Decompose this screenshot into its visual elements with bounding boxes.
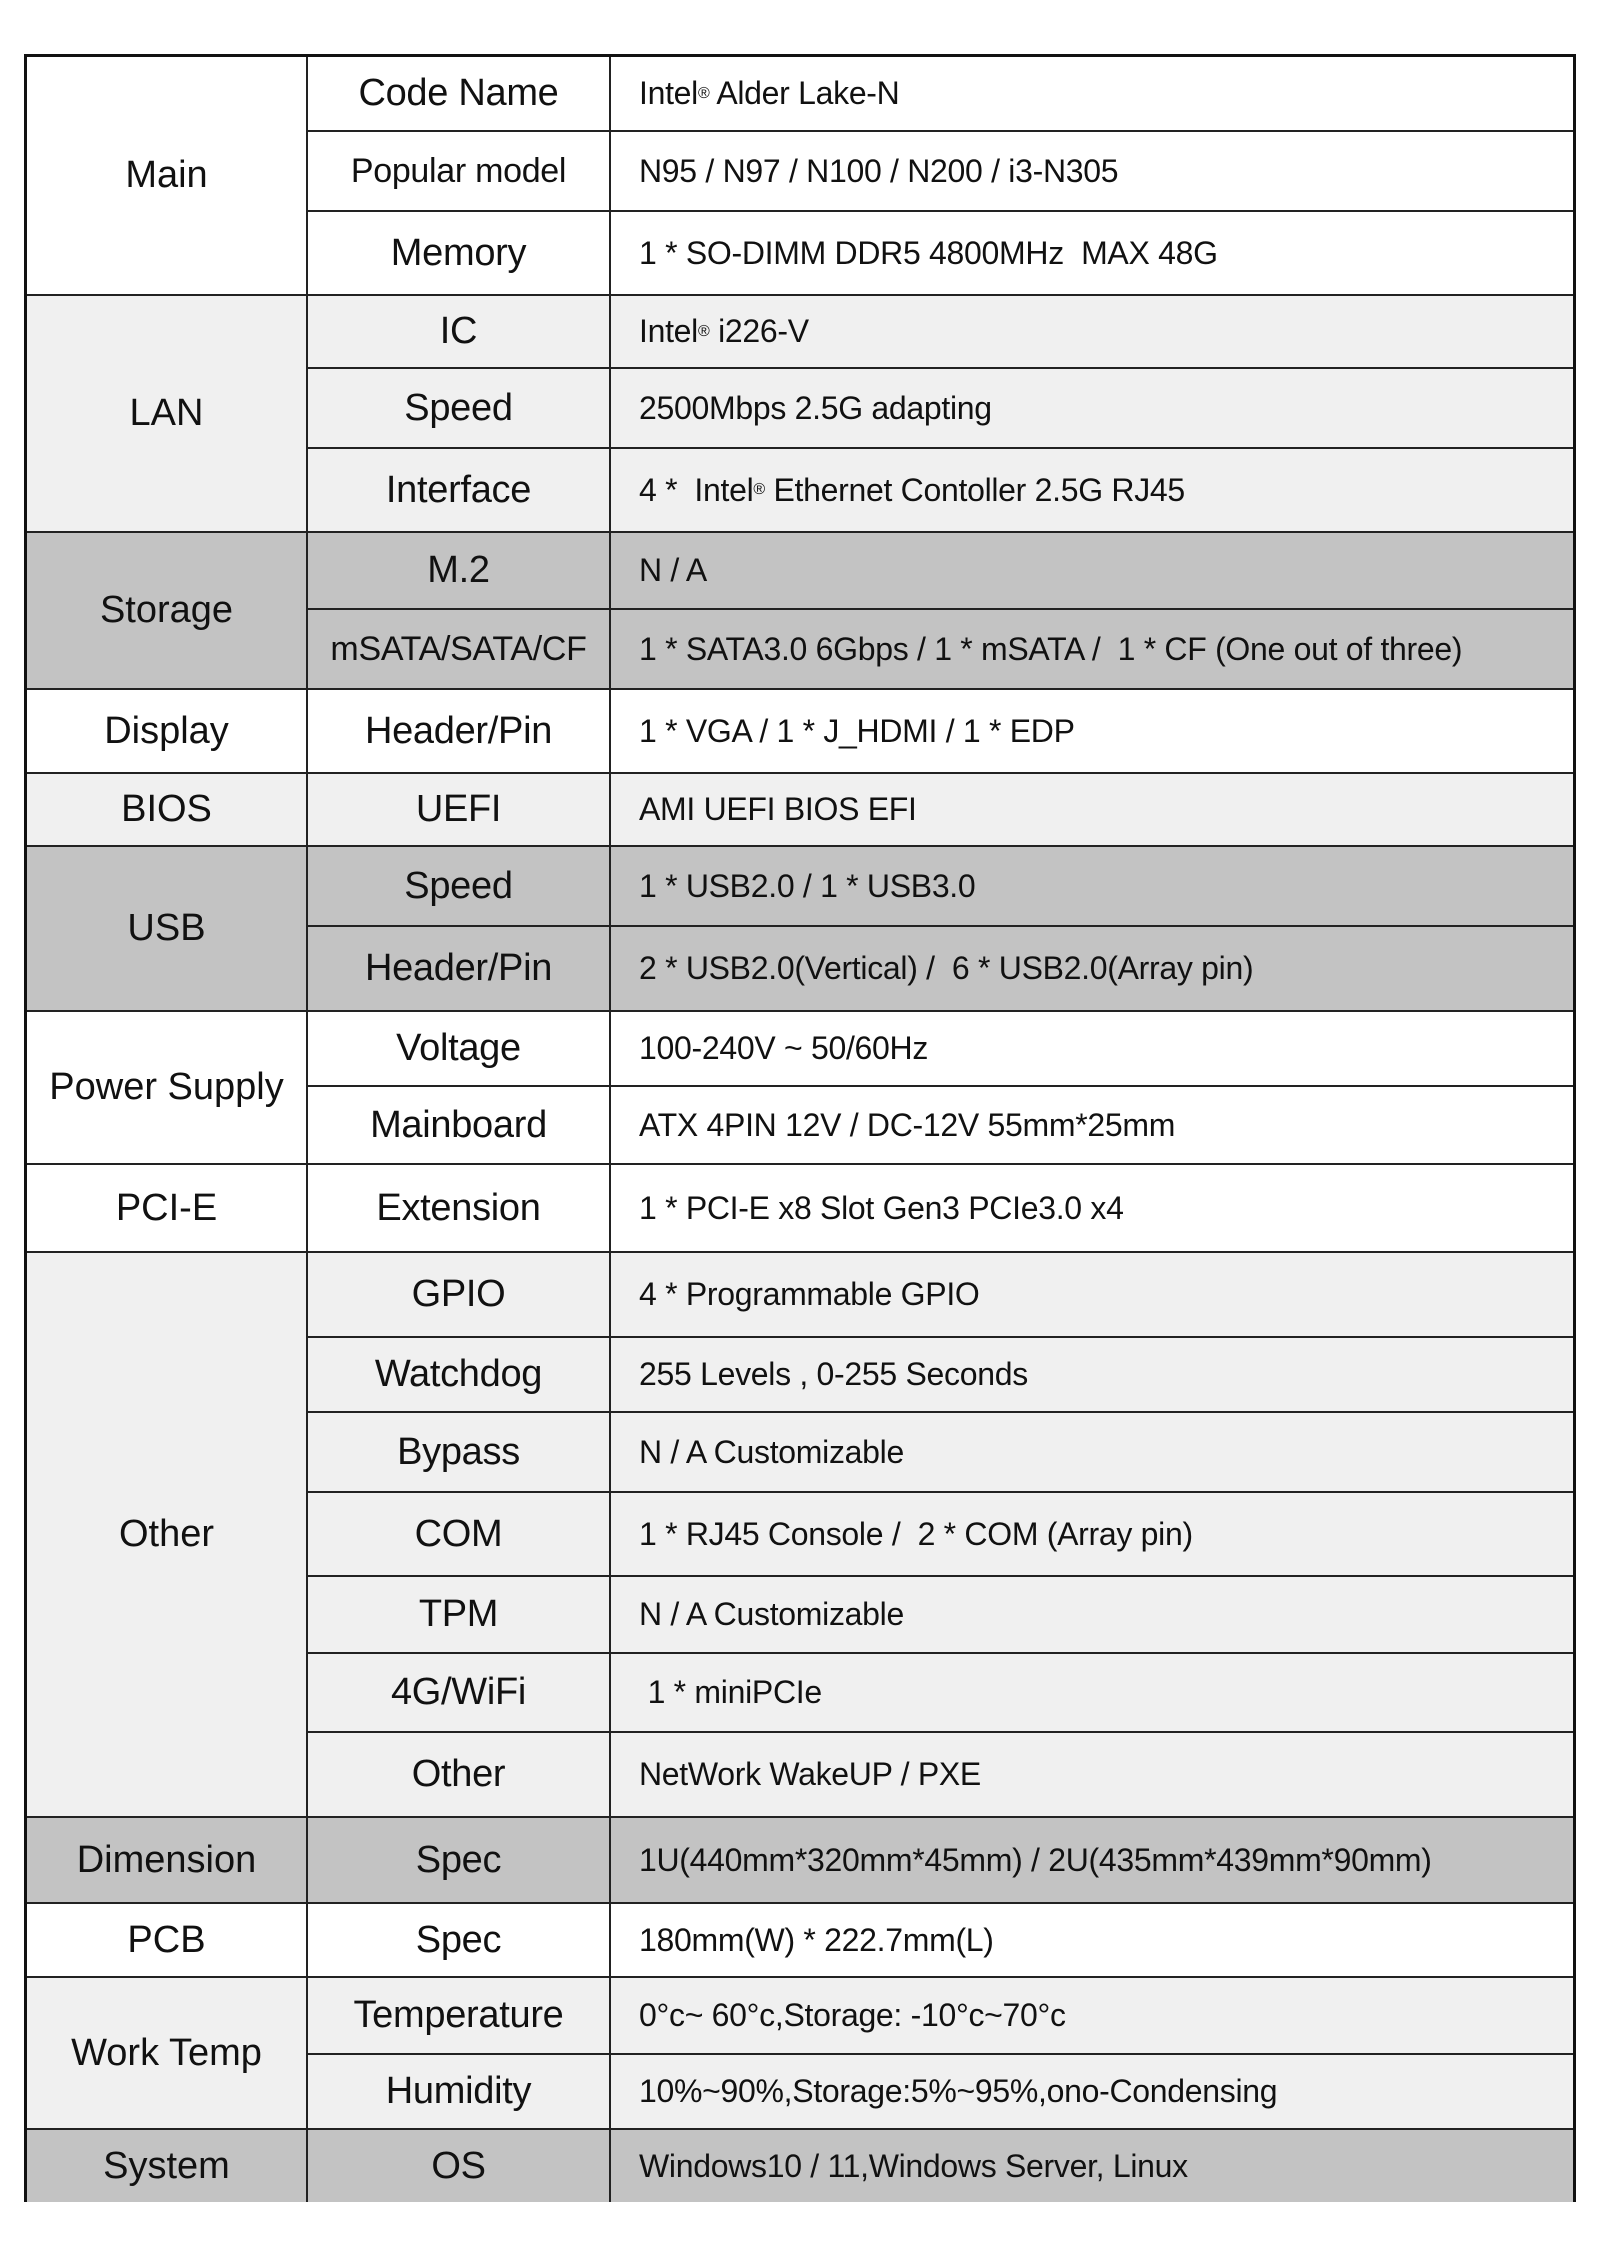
spec-value: AMI UEFI BIOS EFI bbox=[611, 774, 1573, 847]
spec-label: Header/Pin bbox=[308, 690, 611, 774]
spec-value: N / A bbox=[611, 533, 1573, 610]
spec-label: Spec bbox=[308, 1818, 611, 1904]
spec-label: Watchdog bbox=[308, 1338, 611, 1413]
group-storage: Storage bbox=[27, 533, 308, 690]
spec-table bbox=[24, 54, 1576, 2202]
spec-value: NetWork WakeUP / PXE bbox=[611, 1733, 1573, 1818]
group-power-supply: Power Supply bbox=[27, 1012, 308, 1165]
group-usb: USB bbox=[27, 847, 308, 1012]
spec-label: Spec bbox=[308, 1904, 611, 1978]
spec-label: Header/Pin bbox=[308, 927, 611, 1012]
spec-value: 1 * USB2.0 / 1 * USB3.0 bbox=[611, 847, 1573, 927]
spec-value: 4 * Intel ® Ethernet Contoller 2.5G RJ45 bbox=[611, 449, 1573, 533]
spec-value: N95 / N97 / N100 / N200 / i3-N305 bbox=[611, 132, 1573, 212]
spec-label: IC bbox=[308, 296, 611, 369]
spec-value: Intel ® i226-V bbox=[611, 296, 1573, 369]
spec-label: OS bbox=[308, 2130, 611, 2202]
spec-label: Voltage bbox=[308, 1012, 611, 1087]
spec-value: 100-240V ~ 50/60Hz bbox=[611, 1012, 1573, 1087]
group-bios: BIOS bbox=[27, 774, 308, 847]
group-main: Main bbox=[27, 57, 308, 296]
spec-label: Bypass bbox=[308, 1413, 611, 1493]
spec-label: Humidity bbox=[308, 2055, 611, 2130]
spec-label: Speed bbox=[308, 847, 611, 927]
registered-mark: ® bbox=[698, 322, 710, 340]
spec-label: Extension bbox=[308, 1165, 611, 1253]
spec-value: 2500Mbps 2.5G adapting bbox=[611, 369, 1573, 449]
group-display: Display bbox=[27, 690, 308, 774]
spec-label: COM bbox=[308, 1493, 611, 1577]
spec-value: N / A Customizable bbox=[611, 1577, 1573, 1654]
spec-label: GPIO bbox=[308, 1253, 611, 1338]
spec-label: TPM bbox=[308, 1577, 611, 1654]
spec-value: 1 * VGA / 1 * J_HDMI / 1 * EDP bbox=[611, 690, 1573, 774]
group-work-temp: Work Temp bbox=[27, 1978, 308, 2130]
group-system: System bbox=[27, 2130, 308, 2202]
registered-mark: ® bbox=[698, 84, 710, 102]
spec-value: 10%~90%,Storage:5%~95%,ono-Condensing bbox=[611, 2055, 1573, 2130]
spec-value: 1 * RJ45 Console / 2 * COM (Array pin) bbox=[611, 1493, 1573, 1577]
spec-value: ATX 4PIN 12V / DC-12V 55mm*25mm bbox=[611, 1087, 1573, 1165]
spec-label: Interface bbox=[308, 449, 611, 533]
spec-value: 1 * PCI-E x8 Slot Gen3 PCIe3.0 x4 bbox=[611, 1165, 1573, 1253]
spec-value: 2 * USB2.0(Vertical) / 6 * USB2.0(Array pin) bbox=[611, 927, 1573, 1012]
spec-label: 4G/WiFi bbox=[308, 1654, 611, 1733]
spec-value: 0°c~ 60°c,Storage: -10°c~70°c bbox=[611, 1978, 1573, 2055]
spec-label: Other bbox=[308, 1733, 611, 1818]
spec-label: mSATA/SATA/CF bbox=[308, 610, 611, 690]
group-lan: LAN bbox=[27, 296, 308, 533]
spec-value: 255 Levels , 0-255 Seconds bbox=[611, 1338, 1573, 1413]
spec-label: Memory bbox=[308, 212, 611, 296]
spec-value: Windows10 / 11,Windows Server, Linux bbox=[611, 2130, 1573, 2202]
group-pci-e: PCI-E bbox=[27, 1165, 308, 1253]
spec-label: Temperature bbox=[308, 1978, 611, 2055]
spec-value: 180mm(W) * 222.7mm(L) bbox=[611, 1904, 1573, 1978]
spec-value: 4 * Programmable GPIO bbox=[611, 1253, 1573, 1338]
group-dimension: Dimension bbox=[27, 1818, 308, 1904]
spec-label: M.2 bbox=[308, 533, 611, 610]
spec-value: 1 * miniPCIe bbox=[611, 1654, 1573, 1733]
group-other: Other bbox=[27, 1253, 308, 1818]
spec-label: Mainboard bbox=[308, 1087, 611, 1165]
spec-label: Speed bbox=[308, 369, 611, 449]
spec-value: 1U(440mm*320mm*45mm) / 2U(435mm*439mm*90mm) bbox=[611, 1818, 1573, 1904]
spec-label: Code Name bbox=[308, 57, 611, 132]
spec-value: Intel ® Alder Lake-N bbox=[611, 57, 1573, 132]
spec-value: 1 * SO-DIMM DDR5 4800MHz MAX 48G bbox=[611, 212, 1573, 296]
spec-label: UEFI bbox=[308, 774, 611, 847]
group-pcb: PCB bbox=[27, 1904, 308, 1978]
spec-label: Popular model bbox=[308, 132, 611, 212]
registered-mark: ® bbox=[753, 481, 765, 498]
spec-value: N / A Customizable bbox=[611, 1413, 1573, 1493]
spec-value: 1 * SATA3.0 6Gbps / 1 * mSATA / 1 * CF (One out of three) bbox=[611, 610, 1573, 690]
